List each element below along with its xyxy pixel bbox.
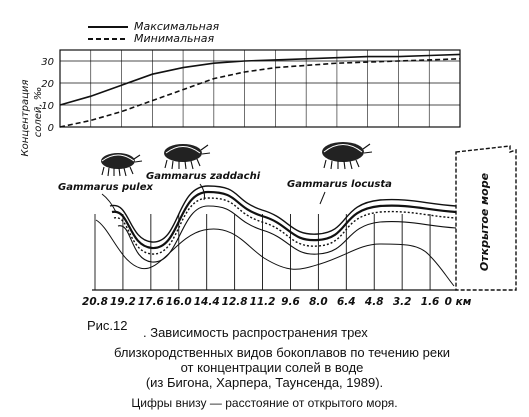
series-max-line bbox=[60, 54, 460, 105]
open-sea-label: Открытое море bbox=[478, 172, 491, 272]
yaxis-label-line1: Концентрация bbox=[20, 79, 31, 157]
species-label-pulex: Gammarus pulex bbox=[58, 182, 153, 193]
x-tick-label: 16.0 bbox=[165, 296, 192, 308]
x-tick-label: 17.6 bbox=[137, 296, 164, 308]
caption-line2: близкородственных видов бокоплавов по течению реки bbox=[113, 345, 451, 360]
species-label-zaddachi: Gammarus zaddachi bbox=[146, 171, 261, 182]
x-tick-label: 14.4 bbox=[193, 296, 220, 308]
caption-note: Цифры внизу — расстояние от открытого моря. bbox=[131, 396, 398, 410]
x-ticks bbox=[82, 296, 472, 308]
x-tick-label: 12.8 bbox=[221, 296, 248, 308]
x-tick-label: 3.2 bbox=[392, 296, 412, 308]
x-tick-label: 11.2 bbox=[249, 296, 276, 308]
y-tick-label: 0 bbox=[47, 123, 54, 134]
yaxis-label-line2: солей, ‰ bbox=[33, 86, 44, 138]
caption-line1: . Зависимость распространения трех bbox=[143, 325, 368, 340]
x-tick-label: 4.8 bbox=[364, 296, 384, 308]
legend-max-label: Максимальная bbox=[134, 20, 220, 33]
x-tick-label: 8.0 bbox=[309, 296, 328, 308]
caption-line3: от концентрации солей в воде bbox=[180, 360, 364, 375]
distance-markers bbox=[95, 214, 458, 290]
y-tick-label: 30 bbox=[41, 57, 54, 68]
x-tick-label: 19.2 bbox=[109, 296, 136, 308]
pointer-locusta bbox=[320, 192, 325, 204]
series-min-line bbox=[60, 59, 460, 127]
gammarus-zaddachi-icon bbox=[164, 144, 210, 169]
pointer-pulex bbox=[102, 194, 116, 212]
river-outer-upper-line bbox=[110, 186, 456, 242]
figure-number: Рис.12 bbox=[87, 318, 128, 333]
gammarus-locusta-icon bbox=[322, 142, 372, 169]
y-tick-label: 10 bbox=[41, 101, 54, 112]
x-tick-label: 20.8 bbox=[82, 296, 108, 308]
x-tick-label: 6.4 bbox=[337, 296, 356, 308]
legend-min-label: Минимальная bbox=[134, 32, 215, 45]
caption bbox=[0, 317, 529, 410]
x-tick-label: 0 км bbox=[444, 296, 472, 308]
species-label-locusta: Gammarus locusta bbox=[287, 179, 392, 190]
x-tick-label: 9.6 bbox=[281, 296, 300, 308]
x-tick-label: 1.6 bbox=[420, 296, 440, 308]
y-tick-label: 20 bbox=[41, 79, 54, 90]
caption-line4: (из Бигона, Харпера, Таунсенда, 1989). bbox=[145, 375, 384, 390]
gammarus-pulex-icon bbox=[101, 153, 142, 176]
